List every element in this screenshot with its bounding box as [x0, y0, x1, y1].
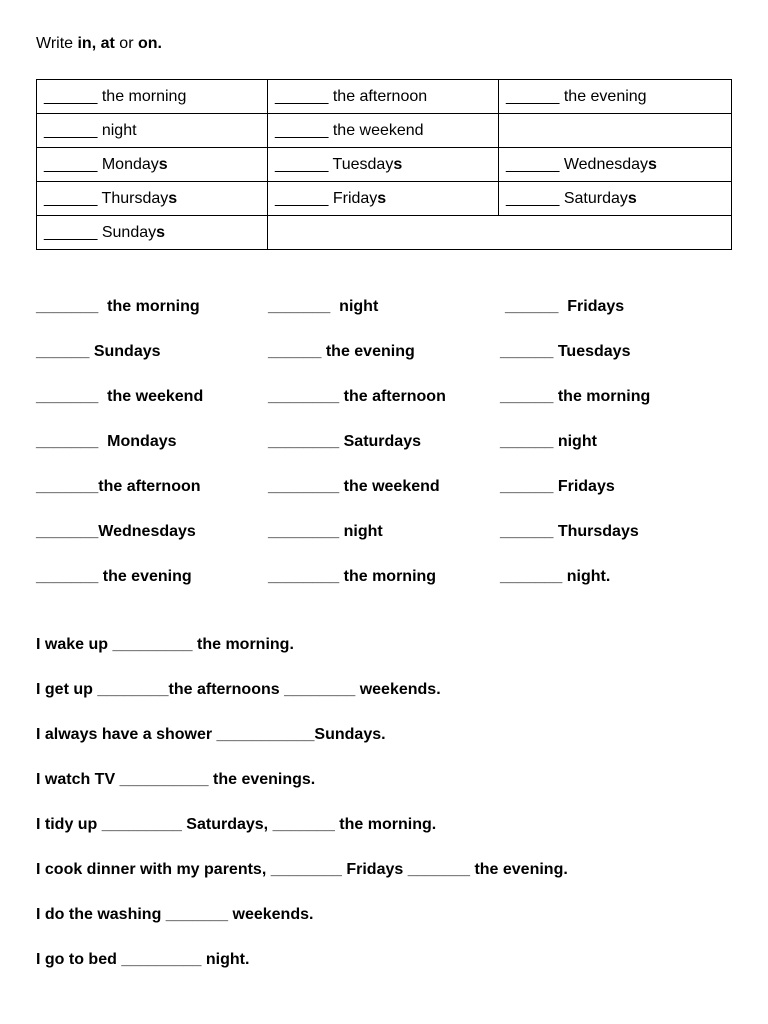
plural-s: s: [158, 155, 168, 173]
sentence: I cook dinner with my parents, ________ Fridays _______ the evening.: [36, 861, 568, 878]
table-row: [37, 182, 732, 216]
sentence-exercise: [36, 635, 568, 995]
drill-item: _______ Mondays: [36, 433, 177, 450]
plural-s: s: [168, 189, 178, 207]
table-cell: [499, 148, 732, 182]
drill-item: ________ the morning: [268, 568, 437, 585]
cell-text: Saturday: [563, 189, 628, 207]
instruction-word-on: on.: [137, 35, 162, 52]
drill-row: [36, 477, 736, 522]
table-row: [37, 80, 732, 114]
answer-blank: ______: [44, 189, 98, 207]
cell-text: Tuesday: [332, 155, 394, 173]
table-cell: [499, 80, 732, 114]
answer-blank: ______: [275, 189, 329, 207]
instruction-prefix: Write: [36, 35, 78, 52]
drill-item: _______ the weekend: [36, 388, 204, 405]
cell-text: the weekend: [332, 121, 424, 139]
drill-row: [36, 342, 736, 387]
cell-text: the afternoon: [332, 87, 428, 105]
drill-item: _______ night: [268, 298, 379, 315]
answer-blank: ______: [275, 155, 329, 173]
drill-item: ________ Saturdays: [268, 433, 421, 450]
cell-text: night: [101, 121, 137, 139]
table-cell: [37, 182, 268, 216]
drill-item: _______ the morning: [36, 298, 200, 315]
table-cell: [37, 80, 268, 114]
drill-row: [36, 297, 736, 342]
table-cell: [499, 182, 732, 216]
drill-item: _______Wednesdays: [36, 523, 196, 540]
plural-s: s: [648, 155, 657, 173]
sentence: I go to bed _________ night.: [36, 951, 250, 968]
drill-item: _______ night.: [500, 568, 611, 585]
sentence: I watch TV __________ the evenings.: [36, 771, 316, 788]
drill-item: ______ Sundays: [36, 343, 161, 360]
drill-row: [36, 387, 736, 432]
table-cell: [37, 114, 268, 148]
cell-text: Wednesday: [563, 155, 649, 173]
answer-blank: ______: [44, 87, 98, 105]
answer-blank: ______: [275, 121, 329, 139]
instruction-word-in: in,: [77, 35, 97, 52]
drill-exercise: [36, 297, 736, 612]
sentence: I do the washing _______ weekends.: [36, 906, 314, 923]
table-cell: [268, 80, 499, 114]
answer-blank: ______: [44, 223, 98, 241]
table-row: [37, 148, 732, 182]
drill-item: ______ Tuesdays: [500, 343, 631, 360]
table-cell-empty: [268, 216, 732, 250]
answer-blank: ______: [275, 87, 329, 105]
answer-blank: ______: [506, 189, 560, 207]
table-cell: [37, 216, 268, 250]
cell-text: Sunday: [101, 223, 157, 241]
drill-item: ______ Thursdays: [500, 523, 639, 540]
drill-row: [36, 522, 736, 567]
plural-s: s: [377, 189, 387, 207]
drill-item: ______ Fridays: [505, 298, 625, 315]
drill-item: ______ the morning: [500, 388, 651, 405]
answer-blank: ______: [506, 155, 560, 173]
plural-s: s: [627, 189, 637, 207]
drill-row: [36, 432, 736, 477]
cell-text: Thursday: [101, 189, 169, 207]
drill-item: ________ the weekend: [268, 478, 440, 495]
table-cell-empty: [499, 114, 732, 148]
instruction-sep-2: or: [114, 35, 138, 52]
cell-text: the evening: [563, 87, 647, 105]
plural-s: s: [393, 155, 403, 173]
instruction: [36, 35, 162, 53]
drill-item: _______the afternoon: [36, 478, 201, 495]
drill-item: ________ night: [268, 523, 383, 540]
cell-text: Friday: [332, 189, 378, 207]
sentence: I tidy up _________ Saturdays, _______ the morning.: [36, 816, 437, 833]
drill-item: ________ the afternoon: [268, 388, 446, 405]
instruction-word-at: at: [100, 35, 115, 52]
drill-item: ______ Fridays: [500, 478, 615, 495]
table-cell: [268, 114, 499, 148]
answer-blank: ______: [506, 87, 560, 105]
drill-item: ______ night: [500, 433, 597, 450]
sentence: I always have a shower ___________Sundays.: [36, 726, 386, 743]
drill-item: _______ the evening: [36, 568, 192, 585]
sentence: I get up ________the afternoons ________ weekends.: [36, 681, 441, 698]
prepositions-table: [36, 79, 732, 250]
table-row: [37, 114, 732, 148]
sentence: I wake up _________ the morning.: [36, 636, 294, 653]
table-cell: [37, 148, 268, 182]
drill-row: [36, 567, 736, 612]
table-cell: [268, 182, 499, 216]
answer-blank: ______: [44, 155, 98, 173]
drill-item: ______ the evening: [268, 343, 415, 360]
cell-text: Monday: [101, 155, 159, 173]
table-cell: [268, 148, 499, 182]
answer-blank: ______: [44, 121, 98, 139]
cell-text: the morning: [101, 87, 187, 105]
table-row: [37, 216, 732, 250]
plural-s: s: [156, 223, 166, 241]
